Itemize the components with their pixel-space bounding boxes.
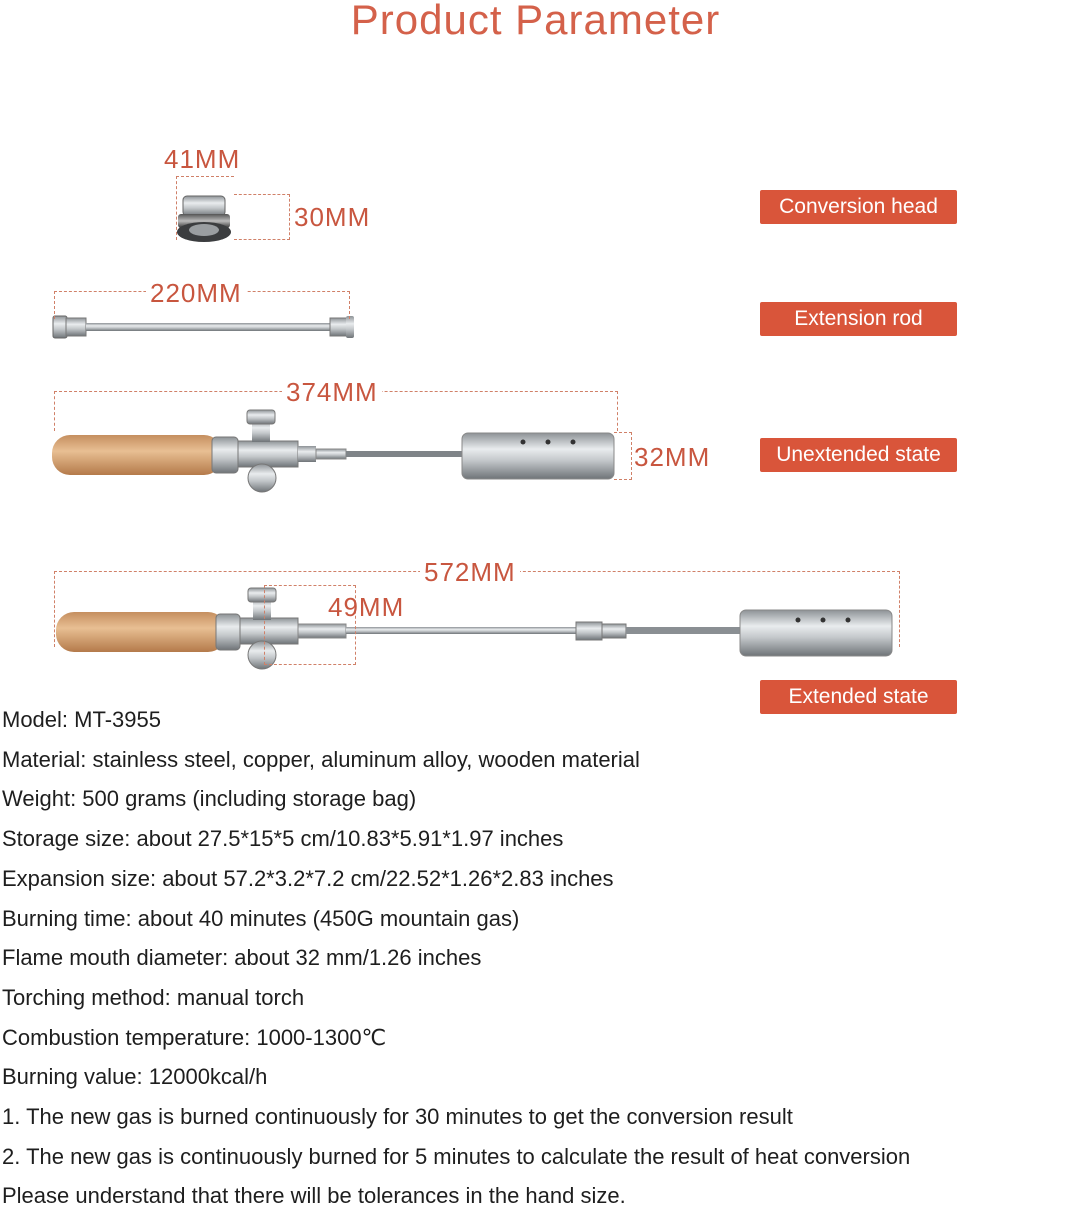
extension-rod-image: [53, 316, 354, 338]
spec-tolerance-note: Please understand that there will be tolerances in the hand size.: [2, 1183, 626, 1209]
extended-state-tag: Extended state: [760, 680, 957, 714]
spec-torching-method: Torching method: manual torch: [2, 984, 305, 1010]
head-height-dimension-box: [234, 194, 290, 240]
nozzle-diameter-label: 32MM: [634, 442, 711, 472]
head-height-label: 30MM: [294, 202, 371, 232]
spec-expansion-size: Expansion size: about 57.2*3.2*7.2 cm/22.52*1.26*2.83 inches: [2, 865, 614, 891]
spec-note-2: 2. The new gas is continuously burned for 5 minutes to calculate the result of heat conversion: [2, 1143, 911, 1169]
conversion-head-tag: Conversion head: [760, 190, 957, 224]
spec-list: [2, 700, 910, 1216]
spec-flame-diameter: Flame mouth diameter: about 32 mm/1.26 inches: [2, 945, 482, 971]
spec-weight: Weight: 500 grams (including storage bag): [2, 786, 417, 812]
head-width-label: 41MM: [164, 144, 241, 174]
page-title: Product Parameter: [350, 0, 721, 43]
spec-material: Material: stainless steel, copper, aluminum alloy, wooden material: [2, 746, 640, 772]
spec-burning-value: Burning value: 12000kcal/h: [2, 1064, 268, 1090]
extended-length-label: 572MM: [420, 559, 520, 585]
spec-storage-size: Storage size: about 27.5*15*5 cm/10.83*5.91*1.97 inches: [2, 826, 564, 852]
rod-length-label: 220MM: [146, 280, 246, 306]
extension-rod-tag: Extension rod: [760, 302, 957, 336]
spec-combustion-temperature: Combustion temperature: 1000-1300℃: [2, 1024, 387, 1050]
spec-burning-time: Burning time: about 40 minutes (450G mountain gas): [2, 905, 520, 931]
head-width-dimension-box: [176, 176, 234, 240]
unextended-length-label: 374MM: [282, 379, 382, 405]
spec-note-1: 1. The new gas is burned continuously for 30 minutes to get the conversion result: [2, 1104, 793, 1130]
head-offset-label: 49MM: [328, 592, 405, 622]
unextended-state-tag: Unextended state: [760, 438, 957, 472]
spec-model: Model: MT-3955: [2, 707, 161, 732]
